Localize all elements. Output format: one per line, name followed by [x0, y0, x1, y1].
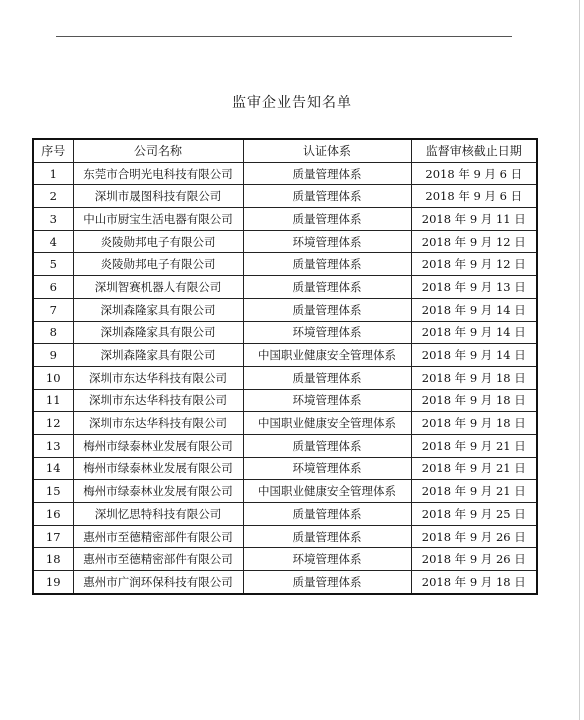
audit-deadline: 2018 年 9 月 18 日: [411, 389, 537, 412]
company-name: 深圳森隆家具有限公司: [73, 344, 243, 367]
table-header-row: [33, 139, 537, 162]
certification-system: 质量管理体系: [243, 525, 411, 548]
row-index: 16: [33, 503, 73, 526]
table-row: [33, 366, 537, 389]
company-name: 惠州市至德精密部件有限公司: [73, 548, 243, 571]
audit-deadline: 2018 年 9 月 21 日: [411, 480, 537, 503]
table-row: [33, 298, 537, 321]
column-header-deadline: 监督审核截止日期: [411, 139, 537, 162]
audit-deadline: 2018 年 9 月 18 日: [411, 571, 537, 594]
certification-system: 环境管理体系: [243, 457, 411, 480]
table-row: [33, 276, 537, 299]
audit-deadline: 2018 年 9 月 6 日: [411, 162, 537, 185]
document-title: 监审企业告知名单: [232, 95, 352, 111]
company-name: 炎陵勋邦电子有限公司: [73, 253, 243, 276]
audit-deadline: 2018 年 9 月 13 日: [411, 276, 537, 299]
company-name: 深圳森隆家具有限公司: [73, 321, 243, 344]
table-row: [33, 571, 537, 594]
table-row: [33, 321, 537, 344]
table-row: [33, 480, 537, 503]
column-header-index: 序号: [33, 139, 73, 162]
table-row: [33, 525, 537, 548]
certification-system: 质量管理体系: [243, 185, 411, 208]
certification-system: 质量管理体系: [243, 503, 411, 526]
column-header-system: 认证体系: [243, 139, 411, 162]
table-row: [33, 253, 537, 276]
company-name: 梅州市绿泰林业发展有限公司: [73, 434, 243, 457]
certification-system: 质量管理体系: [243, 276, 411, 299]
audit-deadline: 2018 年 9 月 6 日: [411, 185, 537, 208]
certification-system: 质量管理体系: [243, 162, 411, 185]
header-rule: [56, 36, 512, 37]
company-name: 惠州市至德精密部件有限公司: [73, 525, 243, 548]
company-name: 深圳忆思特科技有限公司: [73, 503, 243, 526]
table-row: [33, 412, 537, 435]
row-index: 7: [33, 298, 73, 321]
certification-system: 环境管理体系: [243, 389, 411, 412]
certification-system: 质量管理体系: [243, 208, 411, 231]
table-row: [33, 208, 537, 231]
audit-deadline: 2018 年 9 月 11 日: [411, 208, 537, 231]
table-row: [33, 344, 537, 367]
row-index: 19: [33, 571, 73, 594]
row-index: 15: [33, 480, 73, 503]
audit-deadline: 2018 年 9 月 25 日: [411, 503, 537, 526]
table-row: [33, 503, 537, 526]
table-row: [33, 162, 537, 185]
audit-deadline: 2018 年 9 月 21 日: [411, 457, 537, 480]
certification-system: 质量管理体系: [243, 253, 411, 276]
row-index: 12: [33, 412, 73, 435]
company-name: 梅州市绿泰林业发展有限公司: [73, 457, 243, 480]
company-name: 深圳市东达华科技有限公司: [73, 412, 243, 435]
table-row: [33, 185, 537, 208]
table-row: [33, 548, 537, 571]
row-index: 9: [33, 344, 73, 367]
certification-system: 环境管理体系: [243, 548, 411, 571]
company-name: 深圳森隆家具有限公司: [73, 298, 243, 321]
row-index: 13: [33, 434, 73, 457]
audit-deadline: 2018 年 9 月 21 日: [411, 434, 537, 457]
row-index: 4: [33, 230, 73, 253]
row-index: 2: [33, 185, 73, 208]
company-name: 深圳市东达华科技有限公司: [73, 389, 243, 412]
audit-deadline: 2018 年 9 月 14 日: [411, 298, 537, 321]
certification-system: 中国职业健康安全管理体系: [243, 344, 411, 367]
column-header-company: 公司名称: [73, 139, 243, 162]
audit-deadline: 2018 年 9 月 26 日: [411, 548, 537, 571]
certification-system: 环境管理体系: [243, 321, 411, 344]
company-name: 东莞市合明光电科技有限公司: [73, 162, 243, 185]
table-row: [33, 230, 537, 253]
audit-deadline: 2018 年 9 月 12 日: [411, 230, 537, 253]
certification-system: 质量管理体系: [243, 298, 411, 321]
row-index: 11: [33, 389, 73, 412]
company-name: 炎陵勋邦电子有限公司: [73, 230, 243, 253]
audit-deadline: 2018 年 9 月 18 日: [411, 412, 537, 435]
audit-deadline: 2018 年 9 月 12 日: [411, 253, 537, 276]
row-index: 8: [33, 321, 73, 344]
company-name: 中山市厨宝生活电器有限公司: [73, 208, 243, 231]
company-name: 深圳智赛机器人有限公司: [73, 276, 243, 299]
row-index: 10: [33, 366, 73, 389]
audit-deadline: 2018 年 9 月 14 日: [411, 344, 537, 367]
company-notice-table: [32, 138, 538, 595]
row-index: 18: [33, 548, 73, 571]
row-index: 14: [33, 457, 73, 480]
audit-deadline: 2018 年 9 月 26 日: [411, 525, 537, 548]
row-index: 5: [33, 253, 73, 276]
certification-system: 质量管理体系: [243, 571, 411, 594]
certification-system: 质量管理体系: [243, 434, 411, 457]
company-name: 梅州市绿泰林业发展有限公司: [73, 480, 243, 503]
company-name: 深圳市晟图科技有限公司: [73, 185, 243, 208]
certification-system: 中国职业健康安全管理体系: [243, 480, 411, 503]
row-index: 1: [33, 162, 73, 185]
table-row: [33, 457, 537, 480]
audit-deadline: 2018 年 9 月 18 日: [411, 366, 537, 389]
table-row: [33, 389, 537, 412]
company-name: 深圳市东达华科技有限公司: [73, 366, 243, 389]
company-name: 惠州市广润环保科技有限公司: [73, 571, 243, 594]
row-index: 17: [33, 525, 73, 548]
audit-deadline: 2018 年 9 月 14 日: [411, 321, 537, 344]
table-row: [33, 434, 537, 457]
certification-system: 中国职业健康安全管理体系: [243, 412, 411, 435]
row-index: 3: [33, 208, 73, 231]
row-index: 6: [33, 276, 73, 299]
certification-system: 质量管理体系: [243, 366, 411, 389]
certification-system: 环境管理体系: [243, 230, 411, 253]
